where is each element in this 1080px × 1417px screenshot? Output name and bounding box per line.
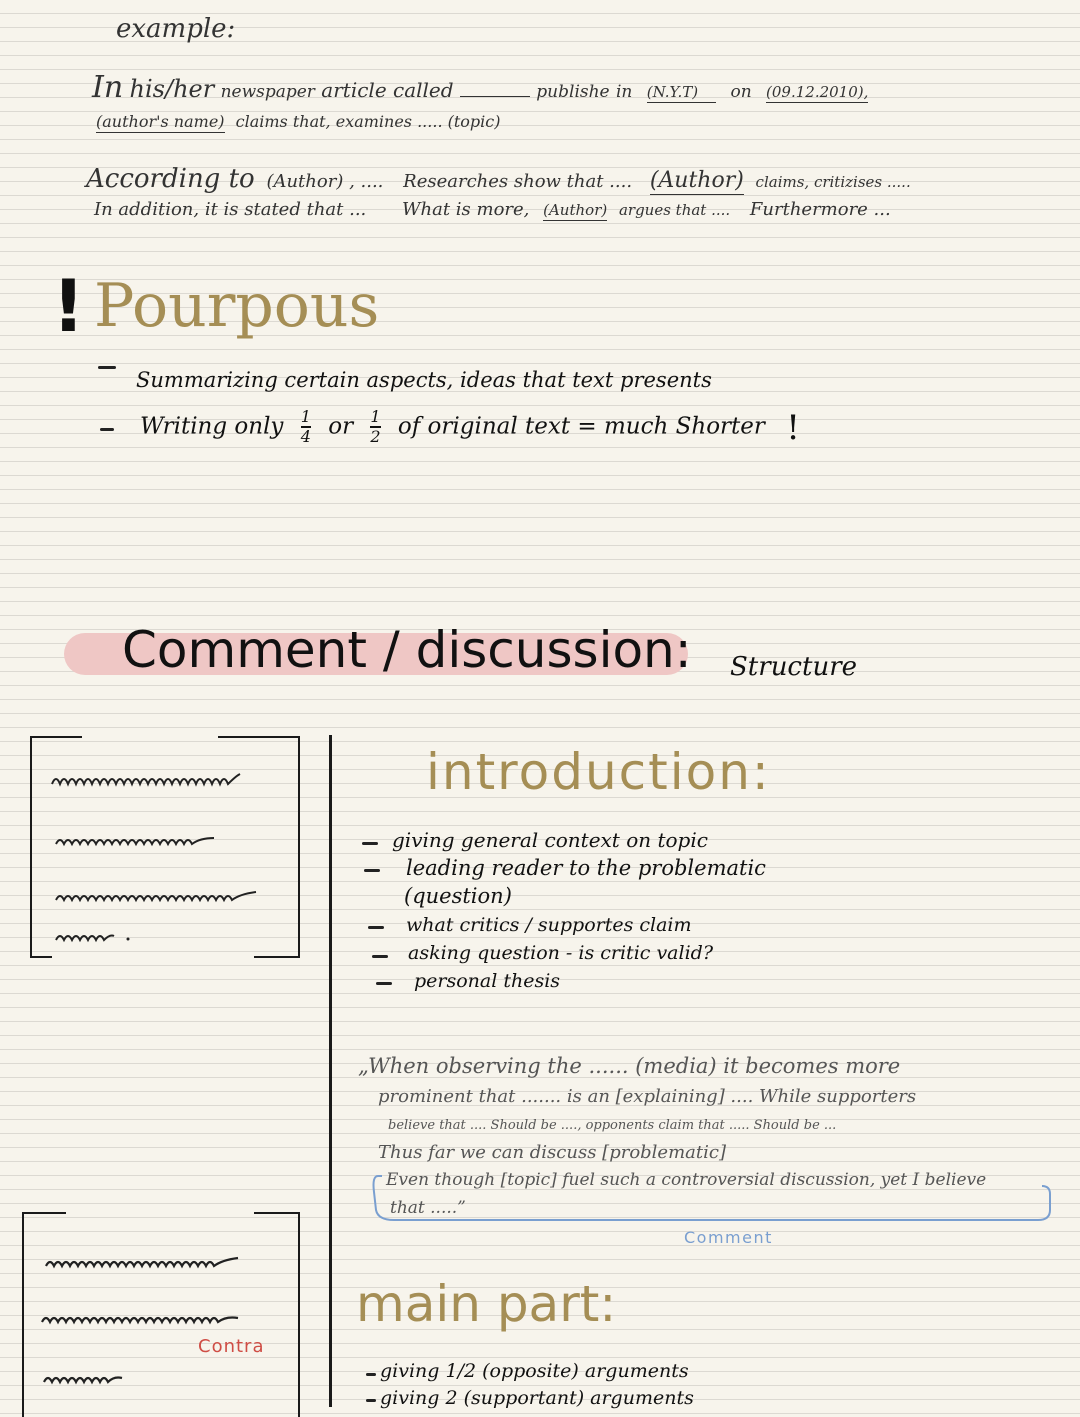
- intro-example-line-4: Thus far we can discuss [problematic]: [378, 1142, 726, 1163]
- bullet-dash: [368, 926, 384, 929]
- intro-item-4: asking question - is critic valid?: [408, 942, 714, 964]
- bullet-dash: [364, 869, 380, 872]
- comment-title: Comment / discussion:: [122, 621, 692, 679]
- intro-example-line-5: Even though [topic] fuel such a controversial discussion, yet I believe: [386, 1170, 987, 1190]
- text-what-is-more: What is more,: [402, 199, 530, 220]
- text-argues: argues that ....: [618, 201, 731, 219]
- text-on: on: [730, 82, 752, 102]
- example-line-2: [96, 112, 500, 131]
- intro-item-2: leading reader to the problematic: [406, 856, 766, 880]
- bullet-dash: [362, 842, 378, 845]
- intro-example-line-2: prominent that ....... is an [explaining] .... While supporters: [378, 1086, 917, 1107]
- pourpous-item-1: Summarizing certain aspects, ideas that text presents: [136, 368, 712, 392]
- text-claims-examines: claims that, examines ..... (topic): [235, 112, 501, 131]
- exclamation-icon: !: [52, 264, 85, 348]
- fraction-quarter: [301, 408, 311, 445]
- bullet-dash: [372, 955, 388, 958]
- fraction-den: 2: [370, 426, 381, 446]
- comment-label: Comment: [684, 1228, 773, 1247]
- text-author-3: (Author): [543, 201, 608, 219]
- scribble-lines: [22, 1212, 300, 1417]
- text-date: (09.12.2010),: [766, 83, 869, 101]
- text-in-2: in: [615, 82, 633, 102]
- structure-label: Structure: [730, 652, 858, 682]
- fraction-num: 1: [300, 407, 311, 426]
- sketch-box-main: [22, 1212, 300, 1417]
- text-in-addition: In addition, it is stated that ...: [94, 199, 367, 220]
- phrases-row-2: [94, 199, 891, 220]
- intro-item-2-cont: (question): [404, 884, 512, 908]
- intro-item-1: giving general context on topic: [392, 828, 708, 852]
- pourpous-item-2: [140, 408, 800, 468]
- scribble-lines: [30, 736, 300, 958]
- intro-example-line-3: believe that .... Should be ...., opponents claim that ..... Should be ...: [388, 1118, 837, 1133]
- text-nyt: (N.Y.T): [647, 83, 716, 103]
- phrases-row-1: [86, 164, 911, 194]
- intro-item-3: what critics / supportes claim: [406, 914, 692, 936]
- intro-example-line-1: „When observing the ...... (media) it becomes more: [358, 1054, 901, 1078]
- text-of-original: of original text = much Shorter: [397, 413, 765, 440]
- example-line-1: [92, 70, 868, 105]
- vertical-divider: [329, 735, 332, 1407]
- text-newspaper: newspaper: [220, 82, 315, 102]
- text-bang: !: [786, 408, 800, 448]
- pourpous-title: Pourpous: [94, 271, 380, 341]
- main-part-title: main part:: [356, 1275, 617, 1333]
- text-in: In: [92, 70, 124, 105]
- text-author-name: (author's name): [96, 112, 225, 131]
- text-writing-only: Writing only: [140, 413, 284, 440]
- text-author-1: (Author): [266, 171, 344, 192]
- main-item-1: giving 1/2 (opposite) arguments: [380, 1360, 689, 1382]
- bullet-dash: [100, 428, 114, 431]
- text-author-2: (Author): [649, 168, 744, 193]
- text-researches: Researches show that ....: [403, 171, 633, 192]
- bullet-dash: [366, 1399, 376, 1402]
- text-dots-1: , ....: [349, 171, 384, 192]
- text-or: or: [328, 413, 354, 440]
- text-furthermore: Furthermore ...: [749, 199, 891, 220]
- text-his-her: his/her: [129, 75, 215, 103]
- text-according: According to: [86, 164, 255, 194]
- text-article: article: [321, 78, 387, 102]
- bullet-dash: [98, 366, 116, 369]
- fraction-num: 1: [370, 407, 381, 426]
- intro-item-5: personal thesis: [414, 970, 561, 992]
- contra-label: Contra: [198, 1336, 265, 1357]
- bullet-dash: [366, 1373, 376, 1376]
- fraction-den: 4: [300, 426, 311, 446]
- text-called: called: [393, 78, 454, 102]
- introduction-title: introduction:: [426, 743, 771, 801]
- blank-line: [460, 80, 530, 97]
- text-publishe: publishe: [536, 82, 610, 102]
- sketch-box-intro: [30, 736, 300, 958]
- intro-example-line-6: that .....”: [390, 1198, 466, 1218]
- example-heading: example:: [116, 14, 236, 44]
- main-item-2: giving 2 (supportant) arguments: [380, 1387, 694, 1409]
- fraction-half: [370, 408, 380, 445]
- text-claims-critizises: claims, critizises .....: [755, 173, 911, 191]
- bullet-dash: [376, 982, 392, 985]
